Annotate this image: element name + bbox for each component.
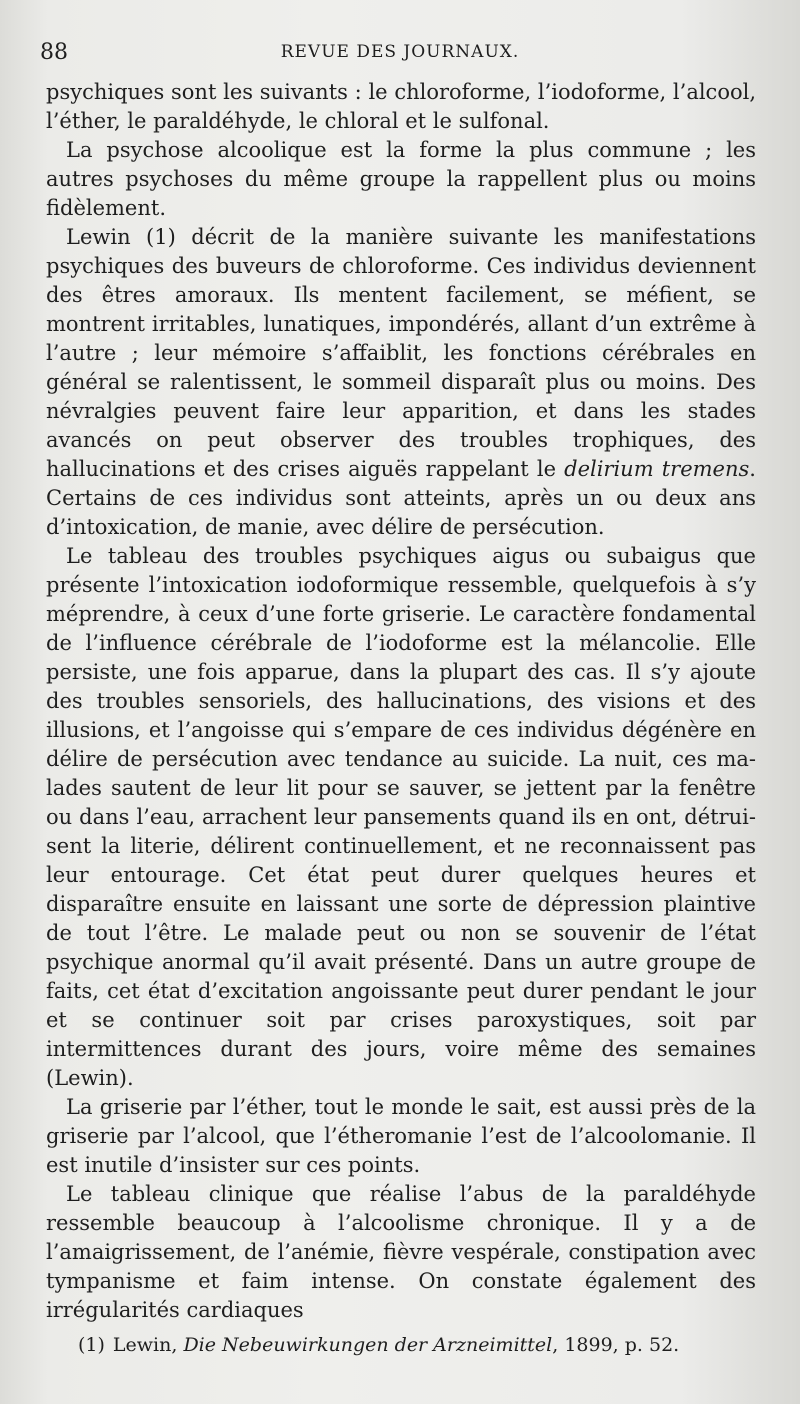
paragraph bbox=[46, 1093, 756, 1180]
footnote-separator bbox=[90, 1318, 91, 1319]
text-run: La griserie par l’éther, tout le monde le sait, est aussi près de la griserie par l’alcool, que l’étheromanie l’est de l’alcoolomanie. Il est inutile d’insister sur ces points. bbox=[46, 1095, 756, 1177]
running-title: REVUE DES JOURNAUX. bbox=[280, 42, 520, 62]
page-number: 88 bbox=[40, 40, 68, 65]
paragraph bbox=[46, 78, 756, 136]
page-header bbox=[40, 40, 760, 80]
footnote bbox=[78, 1332, 758, 1358]
text-run: Lewin (1) décrit de la manière suivante les manifestations psychiques des buveurs de chloroforme. Ces individus deviennent des êtres amoraux. Ils mentent facilement, se méfient, se montrent irritables, lunatiques, impondérés, allant d’un extrême à l’autre ; leur mémoire s’affaiblit, les fonctions cérébrales en général se ralentissent, le sommeil disparaît plus ou moins. Des névralgies peuvent faire leur apparition, et dans les stades avancés on peut observer des troubles trophiques, des hallucinations et des crises aiguës rappelant le bbox=[46, 225, 756, 481]
footnote-author: Lewin, bbox=[112, 1334, 178, 1356]
footnote-work-title: Die Nebeuwirkungen der Arzneimittel bbox=[183, 1334, 553, 1356]
footnote-marker: (1) bbox=[78, 1334, 105, 1356]
paragraph bbox=[46, 542, 756, 1093]
text-run: Le tableau clinique que réalise l’abus de la paraldéhyde ressemble beaucoup à l’alcoolisme chronique. Il y a de l’amaigrissement, de l’anémie, fièvre vespérale, constipation avec tympanisme et faim intense. On constate également des irrégularités cardiaques bbox=[46, 1182, 756, 1322]
body-text bbox=[46, 78, 756, 1325]
italic-text: delirium tremens bbox=[564, 457, 750, 481]
text-run: La psychose alcoolique est la forme la plus commune ; les autres psychoses du même groupe la rappellent plus ou moins fidèlement. bbox=[46, 138, 756, 220]
paragraph bbox=[46, 136, 756, 223]
footnote-details: , 1899, p. 52. bbox=[552, 1334, 680, 1356]
paragraph bbox=[46, 223, 756, 542]
paragraph bbox=[46, 1180, 756, 1325]
text-run: psychiques sont les suivants : le chloroforme, l’iodoforme, l’alcool, l’éther, le paraldéhyde, le chloral et le sulfonal. bbox=[46, 80, 756, 133]
text-run: . Certains de ces individus sont atteints, après un ou deux ans d’intoxication, de manie, avec délire de persécution. bbox=[46, 457, 756, 539]
text-run: Le tableau des troubles psychiques aigus ou subaigus que présente l’intoxication iodoformique ressemble, quelquefois à s’y méprendre, à ceux d’une forte griserie. Le caractère fondamental de l’influence cérébrale de l’iodoforme est la mélancolie. Elle persiste, une fois apparue, dans la plupart des cas. Il s’y ajoute des troubles sensoriels, des hallucinations, des visions et des illusions, et l’angoisse qui s’empare de ces individus dégénère en délire de persécution avec tendance au suicide. La nuit, ces malades sautent de leur lit pour se sauver, se jettent par la fenêtre ou dans l’eau, arrachent leur pansements quand ils en ont, détruisent la literie, délirent continuellement, et ne reconnaissent pas leur entourage. Cet état peut durer quelques heures et disparaître ensuite en laissant une sorte de dépression plaintive de tout l’être. Le malade peut ou non se souvenir de l’état psychique anormal qu’il avait présenté. Dans un autre groupe de faits, cet état d’excitation angoissante peut durer pendant le jour et se continuer soit par crises paroxystiques, soit par intermittences durant des jours, voire même des semaines (Lewin). bbox=[46, 544, 756, 1090]
